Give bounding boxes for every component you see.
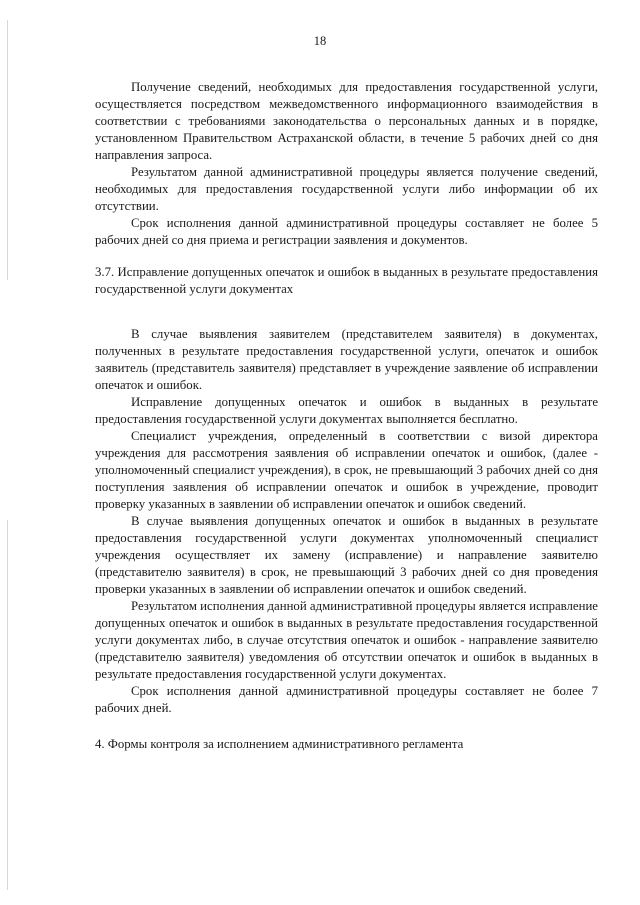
paragraph: В случае выявления допущенных опечаток и ошибок в выданных в результате предоставления государственной услуги документах уполномоченный специалист учреждения осуществляет их замену (исправление) и направление заявителю (представителю заявителя) в срок, не превышающий 3 рабочих дней со дня проведения проверки указанных в заявлении об исправлении опечаток и ошибок сведений.	[95, 514, 598, 596]
paragraph: Получение сведений, необходимых для предоставления государственной услуги, осуществляется посредством межведомственного информационного взаимодействия в соответствии с требованиями законодательства о персональных данных и в порядке, установленном Правительством Астраханской области, в течение 5 рабочих дней со дня направления запроса.	[95, 80, 598, 162]
paragraph: Результатом исполнения данной административной процедуры является исправление допущенных опечаток и ошибок в выданных в результате предоставления государственной услуги документах либо, в случае отсутствия опечаток и ошибок - направление заявителю (представителю заявителя) уведомления об отсутствии опечаток и ошибок в выданных в результате предоставления государственной услуги документах.	[95, 599, 598, 681]
paragraph: Исправление допущенных опечаток и ошибок в выданных в результате предоставления государственной услуги документах выполняется бесплатно.	[95, 395, 598, 426]
paragraph: Срок исполнения данной административной процедуры составляет не более 5 рабочих дней со дня приема и регистрации заявления и документов.	[95, 216, 598, 247]
paragraph: Срок исполнения данной административной процедуры составляет не более 7 рабочих дней.	[95, 684, 598, 715]
section-heading-4: 4. Формы контроля за исполнением административного регламента	[95, 737, 464, 751]
page-number: 18	[313, 34, 327, 48]
paragraph: Специалист учреждения, определенный в соответствии с визой директора учреждения для рассмотрения заявления об исправлении опечаток и ошибок, (далее - уполномоченный специалист учреждения), в срок, не превышающий 3 рабочих дней со дня поступления заявления об исправлении опечаток и ошибок в учреждение, проводит проверку указанных в заявлении об исправлении опечаток и ошибок сведений.	[95, 429, 598, 511]
left-scan-edge-top	[7, 20, 8, 280]
left-scan-edge-bottom	[7, 520, 8, 890]
document-body	[95, 79, 598, 753]
paragraph: В случае выявления заявителем (представителем заявителя) в документах, полученных в результате предоставления государственной услуги, опечаток и ошибок заявитель (представитель заявителя) представляет в учреждение заявление об исправлении опечаток и ошибок.	[95, 327, 598, 392]
section-heading-3-7: 3.7. Исправление допущенных опечаток и ошибок в выданных в результате предоставления государственной услуги документах	[95, 265, 598, 296]
paragraph: Результатом данной административной процедуры является получение сведений, необходимых для предоставления государственной услуги либо информации об их отсутствии.	[95, 165, 598, 213]
